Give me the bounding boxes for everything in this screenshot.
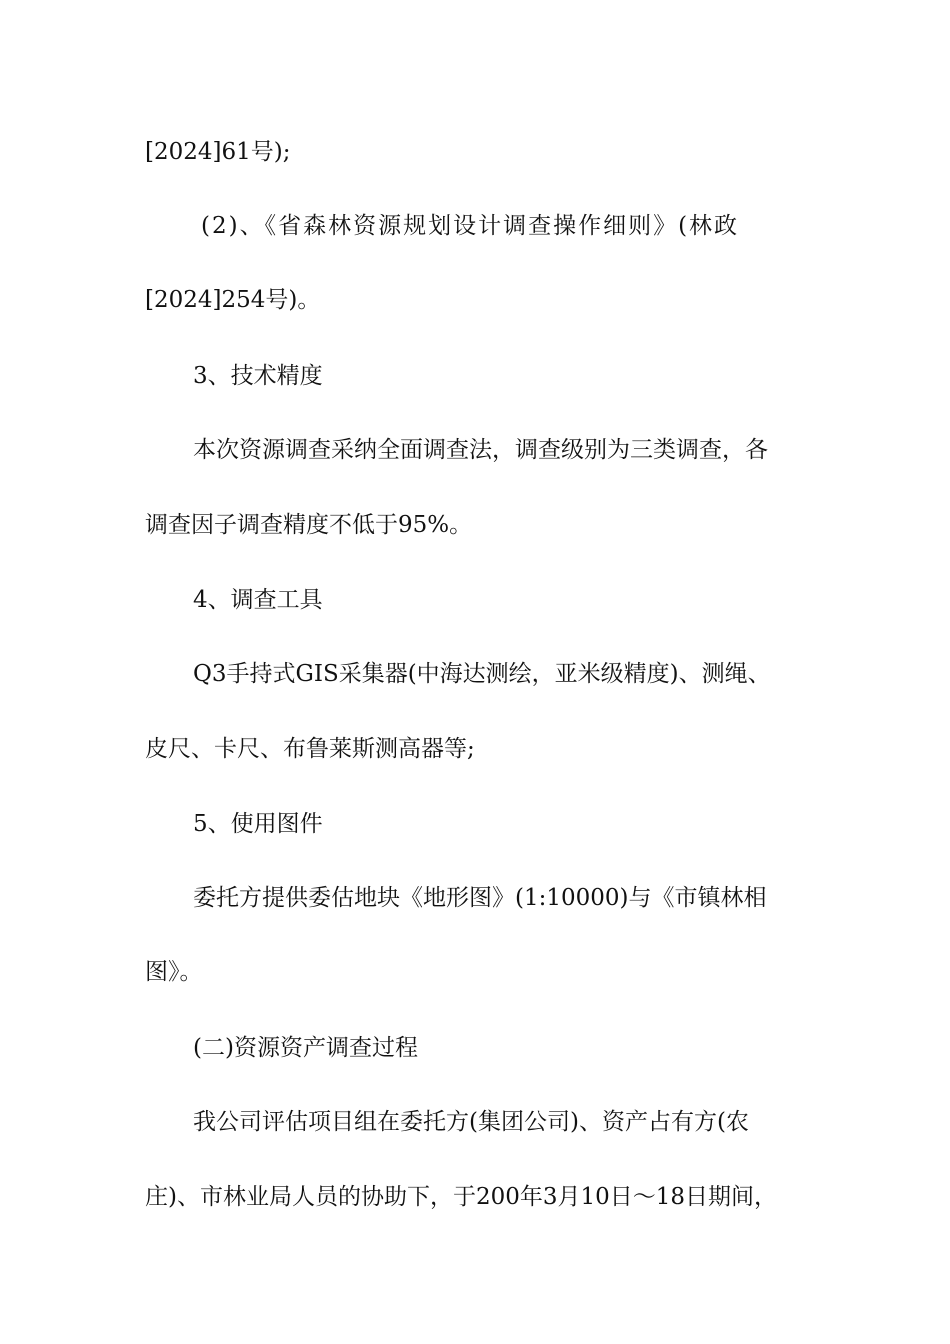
text-line-9: 皮尺、卡尺、布鲁莱斯测高器等; — [145, 736, 475, 762]
text-line-2: (2)、《省森林资源规划设计调查操作细则》(林政 — [201, 213, 740, 239]
section-heading-technical-precision: 3、技术精度 — [193, 363, 323, 389]
text-line-6: 调查因子调查精度不低于95%。 — [145, 512, 473, 538]
text-line-14: 我公司评估项目组在委托方(集团公司)、资产占有方(农 — [193, 1109, 749, 1135]
text-line-11: 委托方提供委估地块《地形图》(1:10000)与《市镇林相 — [193, 885, 767, 911]
text-line-1: [2024]61号); — [145, 139, 291, 165]
text-line-12: 图》。 — [145, 959, 203, 985]
section-heading-survey-process: (二)资源资产调查过程 — [193, 1035, 418, 1061]
text-line-15: 庄)、市林业局人员的协助下，于200年3月10日～18日期间， — [145, 1184, 778, 1210]
text-line-5: 本次资源调查采纳全面调查法，调查级别为三类调查，各 — [193, 437, 768, 463]
text-line-8: Q3手持式GIS采集器(中海达测绘，亚米级精度)、测绳、 — [193, 661, 771, 687]
section-heading-survey-tools: 4、调查工具 — [193, 587, 323, 613]
text-line-3: [2024]254号)。 — [145, 287, 321, 313]
section-heading-maps-used: 5、使用图件 — [193, 811, 323, 837]
